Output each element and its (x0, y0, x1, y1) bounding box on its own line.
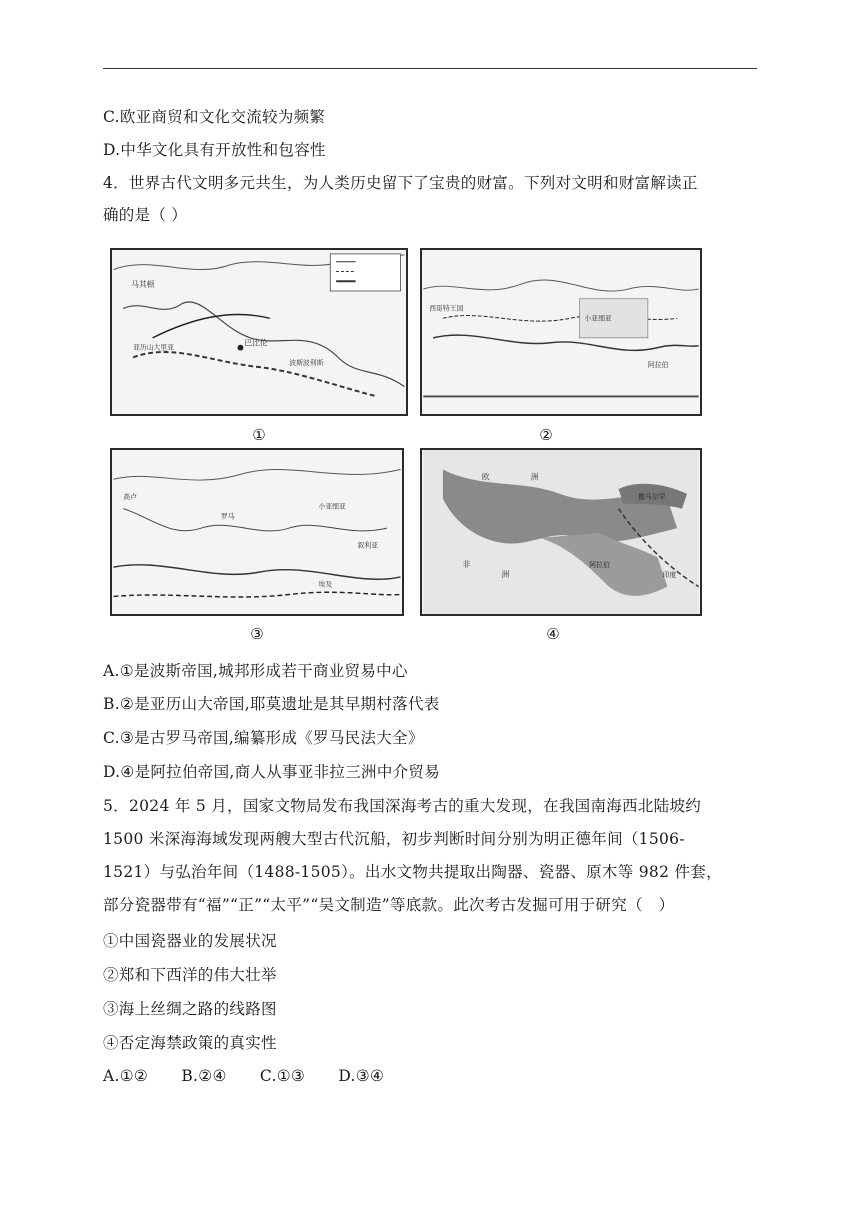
map-1-label-a: 马其顿 (131, 280, 155, 290)
map-3-label-a: 高卢 (123, 492, 137, 501)
question-5-statement-3: ③海上丝绸之路的线路图 (103, 1000, 277, 1018)
map-4-label-b: 洲 (530, 472, 539, 482)
map-4-label-f: 撒马尔罕 (638, 492, 666, 501)
question-4-option-a: A.①是波斯帝国,城邦形成若干商业贸易中心 (103, 662, 408, 680)
map-4-label-a: 欧 (481, 472, 490, 482)
question-4-option-c: C.③是古罗马帝国,编纂形成《罗马民法大全》 (103, 729, 424, 747)
map-2-label-a: 西哥特王国 (429, 304, 464, 313)
question-5-option-b: B.②④ (181, 1067, 227, 1085)
map-3-image (110, 448, 404, 616)
question-5-text-2: 1500 米深海海域发现两艘大型古代沉船，初步判断时间分别为明正德年间（1506- (103, 830, 685, 848)
map-4-label: ④ (546, 625, 560, 643)
question-4-text-1: 4．世界古代文明多元共生，为人类历史留下了宝贵的财富。下列对文明和财富解读正 (103, 174, 698, 192)
option-d-prev: D.中华文化具有开放性和包容性 (103, 141, 326, 159)
question-5-option-c: C.①③ (259, 1067, 306, 1085)
map-3-label-b: 罗马 (220, 512, 235, 521)
question-5-option-d: D.③④ (338, 1067, 385, 1085)
option-c-prev: C.欧亚商贸和文化交流较为频繁 (103, 108, 326, 126)
map-2-label-b: 小亚细亚 (584, 314, 612, 323)
map-2-label: ② (539, 426, 553, 444)
question-4-text-2: 确的是（ ） (103, 206, 188, 224)
question-5-statement-4: ④否定海禁政策的真实性 (103, 1034, 277, 1052)
map-1-image (110, 248, 408, 416)
question-5-statement-1: ①中国瓷器业的发展状况 (103, 932, 277, 950)
map-3-label-e: 埃及 (318, 580, 333, 589)
question-5-statement-2: ②郑和下西洋的伟大壮举 (103, 966, 277, 984)
map-2-label-c: 阿拉伯 (647, 361, 669, 370)
map-3-label-c: 小亚细亚 (318, 502, 346, 511)
map-1-label-c: 亚历山大里亚 (133, 343, 175, 352)
map-2-image (420, 248, 702, 416)
map-4-label-d: 洲 (501, 569, 510, 579)
question-5-text-3: 1521）与弘治年间（1488-1505）。出水文物共提取出陶器、瓷器、原木等 982 件套， (103, 863, 722, 881)
map-4-label-e: 阿拉伯 (589, 561, 610, 570)
question-5-option-a: A.①② (103, 1067, 149, 1085)
map-3-label-d: 叙利亚 (357, 541, 379, 550)
map-4-label-c: 非 (462, 560, 471, 570)
map-1-label-d: 波斯波利斯 (289, 359, 324, 368)
question-5-options (103, 1065, 412, 1087)
question-4-option-d: D.④是阿拉伯帝国,商人从事亚非拉三洲中介贸易 (103, 763, 441, 781)
question-4-option-b: B.②是亚历山大帝国,耶莫遗址是其早期村落代表 (103, 695, 440, 713)
map-1-label-b: 巴比伦 (244, 338, 268, 348)
question-5-text-4: 部分瓷器带有“福”“正”“太平”“吴文制造”等底款。此次考古发掘可用于研究（ ） (103, 896, 675, 914)
map-4-image (420, 448, 702, 616)
map-1-label: ① (252, 426, 266, 444)
question-5-text-1: 5．2024 年 5 月，国家文物局发布我国深海考古的重大发现，在我国南海西北陆坡约 (103, 797, 702, 815)
map-4-label-g: 印度 (662, 570, 677, 579)
header-rule (103, 68, 757, 69)
map-3-label: ③ (250, 625, 264, 643)
